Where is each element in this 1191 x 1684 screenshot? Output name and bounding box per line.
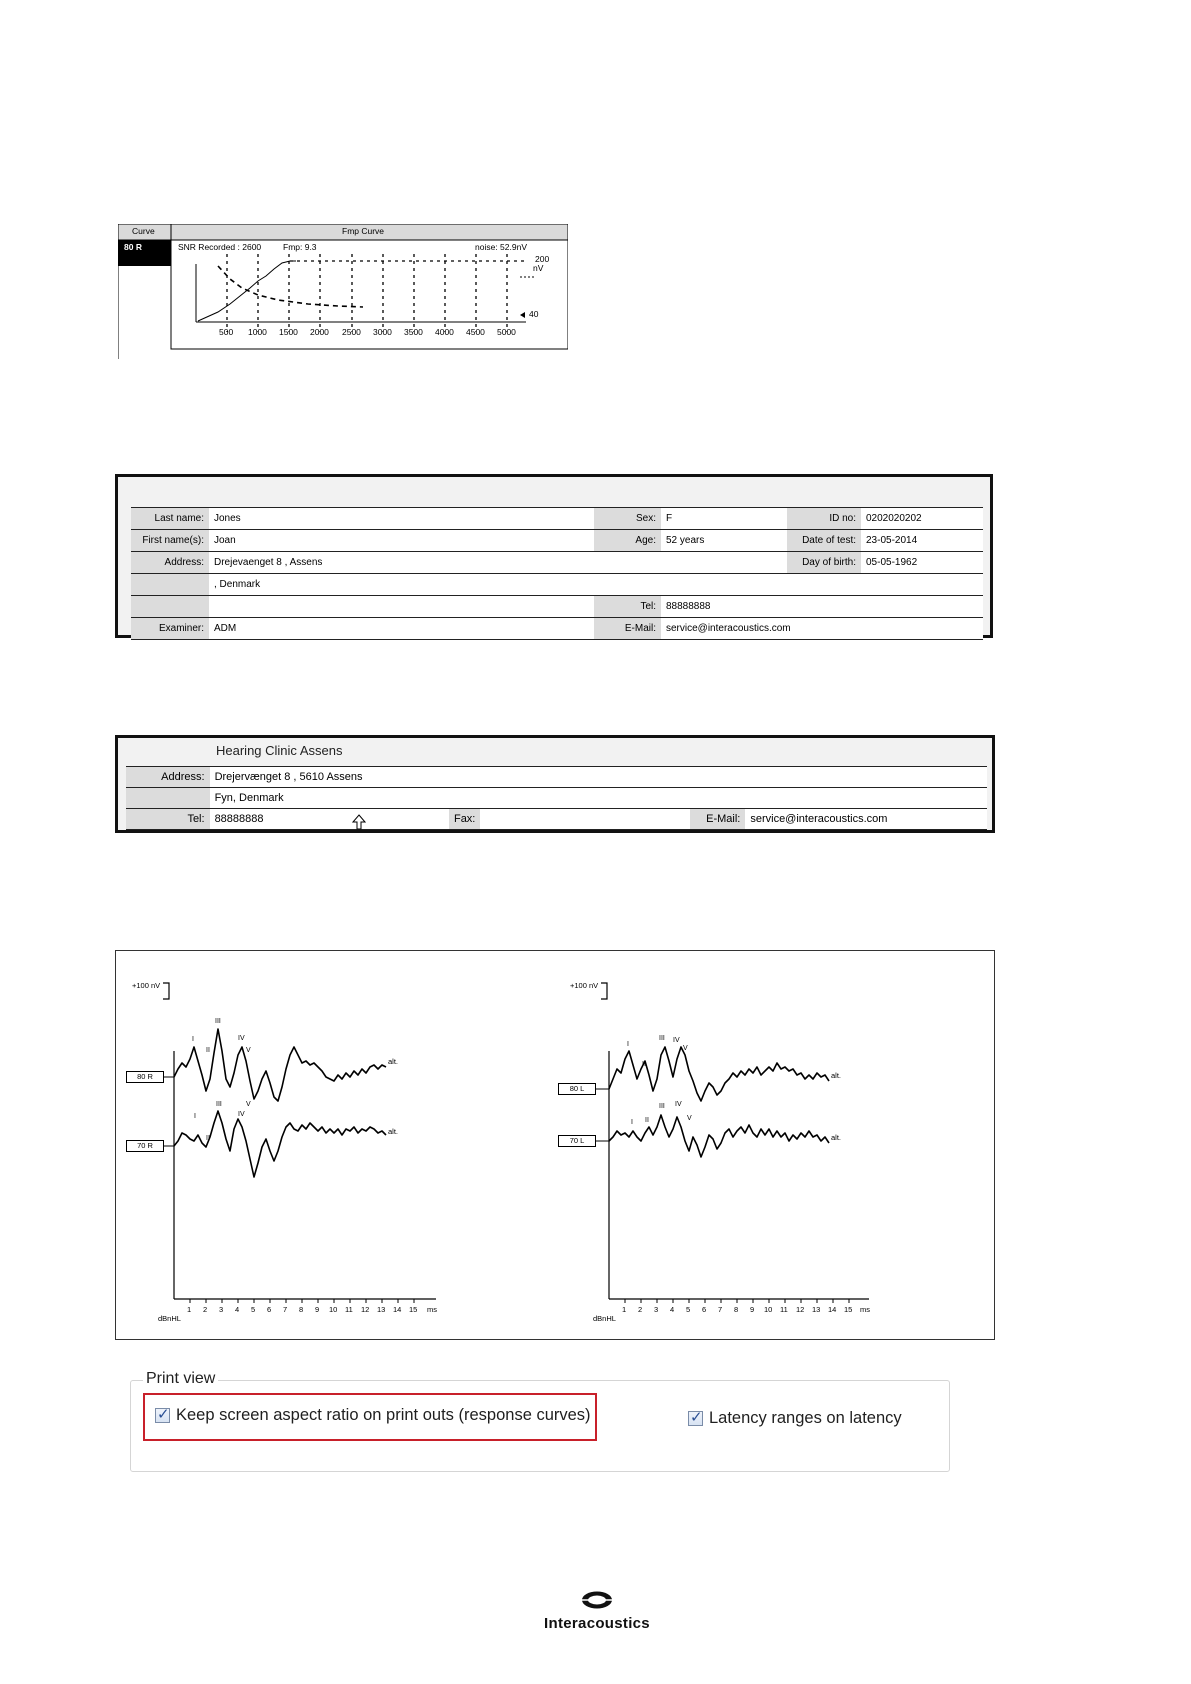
clinic-info-table [126,766,987,830]
peak-label: I [631,1119,633,1126]
fmp-curve-name: 80 R [124,242,142,252]
x-tick: 11 [345,1305,353,1314]
x-tick: 6 [267,1305,272,1314]
left-80-end-label: alt. [831,1071,842,1080]
id-label: ID no: [787,508,861,530]
table-row [126,767,987,788]
day-of-birth-label: Day of birth: [787,552,861,574]
fmp-x-tick: 4000 [435,327,454,337]
address-value: Drejevaenget 8 , Assens [209,552,594,574]
peak-label: II [206,1135,210,1142]
peak-label: IV [238,1035,245,1042]
fmp-header-title: Fmp Curve [342,226,385,236]
print-view-groupbox [130,1370,950,1472]
fmp-x-tick: 2500 [342,327,361,337]
x-tick: 3 [654,1305,659,1314]
fmp-snr-label: SNR Recorded : 2600 [178,242,262,252]
peak-label: IV [673,1037,680,1044]
fmp-value-label: Fmp: 9.3 [283,242,317,252]
email-label: E-Mail: [594,618,661,640]
y-unit: dBnHL [158,1314,181,1323]
clinic-fax-label: Fax: [449,809,480,830]
x-tick: 15 [409,1305,418,1314]
age-label: Age: [594,530,661,552]
peak-label: II [645,1117,649,1124]
right-70-end-label: alt. [388,1127,399,1136]
x-tick: 9 [750,1305,755,1314]
right-80-end-label: alt. [388,1057,399,1066]
age-value: 52 years [661,530,787,552]
peak-label: IV [238,1111,245,1118]
x-tick: 11 [780,1305,788,1314]
fmp-header-curve: Curve [132,226,155,236]
latency-ranges-checkbox[interactable] [688,1409,902,1428]
x-tick: 4 [235,1305,240,1314]
fmp-noise-label: noise: 52.9nV [475,242,527,252]
fmp-x-tick: 4500 [466,327,485,337]
examiner-value: ADM [209,618,594,640]
x-tick: 3 [219,1305,224,1314]
x-tick: 4 [670,1305,675,1314]
table-row [131,618,983,640]
left-80-tag: 80 L [558,1083,596,1095]
x-tick: 1 [622,1305,627,1314]
interacoustics-logo [527,1590,667,1632]
peak-label: I [194,1113,196,1120]
fmp-curve-panel [118,224,568,359]
table-row [126,809,987,830]
id-value: 0202020202 [861,508,983,530]
fmp-x-tick: 3500 [404,327,423,337]
email-value: service@interacoustics.com [661,618,983,640]
x-tick: 9 [315,1305,320,1314]
x-tick: 7 [283,1305,288,1314]
fmp-x-tick: 500 [219,327,234,337]
fmp-x-tick: 1000 [248,327,267,337]
date-of-test-value: 23-05-2014 [861,530,983,552]
x-tick: 13 [812,1305,821,1314]
checkmark-icon: ✓ [157,1406,170,1423]
clinic-name: Hearing Clinic Assens [216,743,343,758]
clinic-email-value: service@interacoustics.com [745,809,987,830]
keep-aspect-ratio-checkbox[interactable] [155,1406,591,1425]
address-label: Address: [131,552,209,574]
checkbox-box[interactable] [155,1408,170,1423]
y-unit: dBnHL [593,1314,616,1323]
table-row [131,552,983,574]
peak-label: V [683,1045,688,1052]
left-scale-label: +100 nV [570,981,599,990]
clinic-address-line-2: Fyn, Denmark [210,788,987,809]
right-scale-label: +100 nV [132,981,161,990]
peak-label: III [215,1018,221,1025]
clinic-info-panel [115,735,995,833]
right-70-tag: 70 R [126,1140,164,1152]
fmp-x-tick: 5000 [497,327,516,337]
clinic-tel-label: Tel: [126,809,210,830]
waveform-graphic [116,951,996,1341]
cursor-icon [352,814,366,830]
day-of-birth-value: 05-05-1962 [861,552,983,574]
fmp-x-tick: 2000 [310,327,329,337]
waveform-panel [115,950,995,1340]
x-tick: 8 [299,1305,304,1314]
peak-label: II [206,1047,210,1054]
x-tick: 6 [702,1305,707,1314]
clinic-tel-value: 88888888 [210,809,449,830]
x-unit: ms [860,1305,870,1314]
x-tick: 14 [393,1305,402,1314]
clinic-email-label: E-Mail: [690,809,746,830]
x-tick: 5 [686,1305,691,1314]
checkbox-box[interactable] [688,1411,703,1426]
x-tick: 5 [251,1305,256,1314]
x-tick: 2 [638,1305,643,1314]
last-name-label: Last name: [131,508,209,530]
x-tick: 12 [361,1305,370,1314]
x-tick: 15 [844,1305,853,1314]
fmp-right-top-unit: nV [533,263,544,273]
peak-label: II [642,1061,646,1068]
first-name-label: First name(s): [131,530,209,552]
peak-label: III [659,1103,665,1110]
x-unit: ms [427,1305,437,1314]
x-tick: 2 [203,1305,208,1314]
left-70-end-label: alt. [831,1133,842,1142]
fmp-x-tick: 3000 [373,327,392,337]
last-name-value: Jones [209,508,594,530]
table-row [131,574,983,596]
fmp-right-top: 200 [535,254,550,264]
x-tick: 12 [796,1305,805,1314]
peak-label: V [246,1101,251,1108]
table-row [131,508,983,530]
tel-label: Tel: [594,596,661,618]
x-tick: 10 [764,1305,773,1314]
clinic-address-label: Address: [126,767,210,788]
peak-label: I [192,1036,194,1043]
patient-info-panel [115,474,993,638]
sex-label: Sex: [594,508,661,530]
interacoustics-logo-icon [580,1590,614,1610]
date-of-test-label: Date of test: [787,530,861,552]
first-name-value: Joan [209,530,594,552]
peak-label: I [627,1041,629,1048]
address-line-2: , Denmark [209,574,983,596]
table-row [126,788,987,809]
peak-label: III [216,1101,222,1108]
fmp-x-tick: 1500 [279,327,298,337]
x-tick: 14 [828,1305,837,1314]
x-tick: 10 [329,1305,338,1314]
patient-info-table [131,507,983,640]
sex-value: F [661,508,787,530]
checkmark-icon: ✓ [690,1409,703,1426]
table-row [131,596,983,618]
tel-value: 88888888 [661,596,983,618]
table-row [131,530,983,552]
peak-label: III [659,1035,665,1042]
brand-name: Interacoustics [544,1615,650,1632]
x-tick: 7 [718,1305,723,1314]
latency-ranges-label: Latency ranges on latency [709,1409,902,1427]
x-tick: 13 [377,1305,386,1314]
left-70-tag: 70 L [558,1135,596,1147]
clinic-address-value: Drejervænget 8 , 5610 Assens [210,767,987,788]
x-tick: 1 [187,1305,192,1314]
x-tick: 8 [734,1305,739,1314]
examiner-label: Examiner: [131,618,209,640]
keep-aspect-ratio-label: Keep screen aspect ratio on print outs (response curves) [176,1406,591,1424]
peak-label: V [687,1115,692,1122]
print-view-title: Print view [143,1370,218,1388]
peak-label: V [246,1047,251,1054]
fmp-right-bottom: 40 [529,309,539,319]
right-80-tag: 80 R [126,1071,164,1083]
peak-label: IV [675,1101,682,1108]
